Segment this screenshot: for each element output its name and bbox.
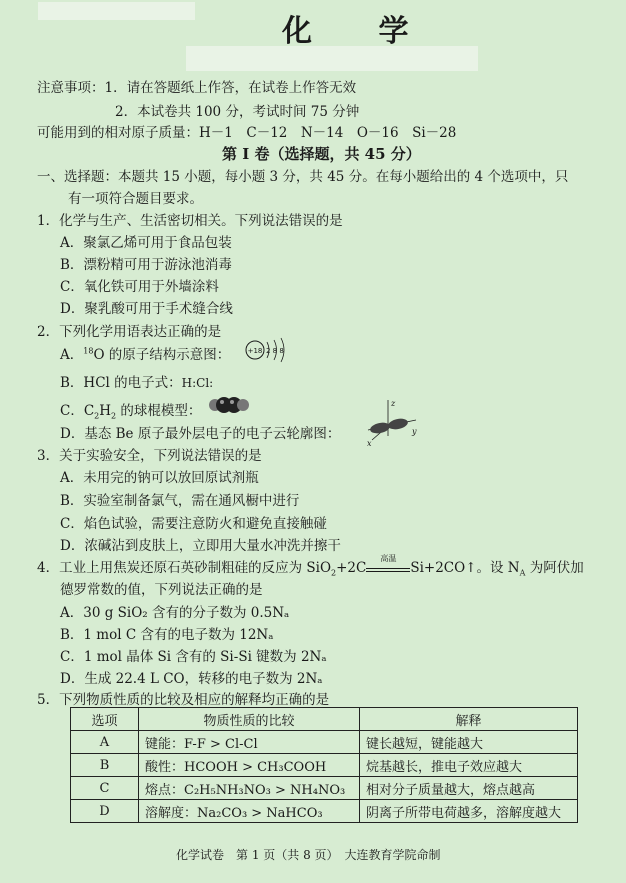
q2-c-post: 的球棍模型： [116, 403, 202, 419]
q4-option-d: D．生成 22.4 L CO，转移的电子数为 2Nₐ [60, 671, 323, 687]
table-cell: 酸性：HCOOH > CH₃COOH [139, 754, 360, 777]
table-row [71, 800, 578, 823]
q2-c-sub1: 2 [94, 411, 100, 421]
ball-stick-model-icon [205, 394, 251, 416]
table-header-explanation: 解释 [360, 708, 578, 731]
table-cell: 熔点：C₂H₅NH₃NO₃ > NH₄NO₃ [139, 777, 360, 800]
q4-option-a: A．30 g SiO₂ 含有的分子数为 0.5Nₐ [60, 605, 290, 621]
q2-option-c [60, 399, 201, 421]
note-1: 1．请在答题纸上作答，在试卷上作答无效 [104, 80, 357, 96]
notes-label [37, 76, 356, 96]
q1-option-d: D．聚乳酸可用于手术缝合线 [60, 301, 233, 317]
table-cell: 烷基越长，推电子效应越大 [360, 754, 578, 777]
q4-stem-pre: 4．工业上用焦炭还原石英砂制粗硅的反应为 SiO [37, 560, 332, 576]
note-2: 2．本试卷共 100 分，考试时间 75 分钟 [115, 104, 360, 120]
q3-option-d: D．浓碱沾到皮肤上，立即用大量水冲洗并擦干 [60, 538, 341, 554]
q2-option-d: D．基态 Be 原子最外层电子的电子云轮廓图： [60, 426, 341, 442]
table-row [71, 754, 578, 777]
atom-nucleus-label: +18 [247, 347, 263, 355]
part1-instruction-line2: 有一项符合题目要求。 [68, 191, 203, 207]
part1-heading: 第 I 卷（选择题，共 45 分） [222, 145, 421, 163]
q4-stem-mid: +2C [336, 560, 367, 576]
axis-y-label: y [412, 427, 417, 436]
q3-option-a: A．未用完的钠可以放回原试剂瓶 [60, 470, 259, 486]
q2-b-text: B．HCl 的电子式： [60, 375, 182, 391]
q2-a-text: O 的原子结构示意图： [93, 347, 231, 363]
atom-diagram-icon [244, 338, 292, 362]
q1-stem: 1．化学与生产、生活密切相关。下列说法错误的是 [37, 213, 343, 229]
table-cell: 相对分子质量越大，熔点越高 [360, 777, 578, 800]
q2-a-superscript: 18 [83, 346, 94, 356]
q4-option-b: B．1 mol C 含有的电子数为 12Nₐ [60, 627, 274, 643]
axis-x-label: x [367, 439, 372, 448]
q2-c-sub2: 2 [111, 411, 117, 421]
axis-z-label: z [391, 399, 396, 408]
notes-label-text: 注意事项： [37, 80, 105, 96]
q2-stem: 2．下列化学用语表达正确的是 [37, 324, 222, 340]
atomic-mass: 可能用到的相对原子质量：H－1 C－12 N－14 O－16 Si－28 [37, 125, 457, 141]
table-header-row [71, 708, 578, 731]
table-cell: 阴离子所带电荷越多，溶解度越大 [360, 800, 578, 823]
equals-double-line [366, 568, 410, 572]
hcl-electron-formula: H:Cl: [181, 376, 214, 390]
q5-stem: 5．下列物质性质的比较及相应的解释均正确的是 [37, 692, 330, 708]
atom-shells-label: 2 8 8 [266, 347, 284, 355]
q1-option-b: B．漂粉精可用于游泳池消毒 [60, 257, 232, 273]
page-title: 化 学 [282, 14, 437, 49]
q2-a-label: A． [60, 347, 84, 363]
q3-option-c: C．焰色试验，需要注意防火和避免直接触碰 [60, 516, 327, 532]
q4-stem-line1 [37, 553, 584, 578]
q4-na-sub: A [519, 568, 526, 578]
q4-stem-post: Si+2CO↑。设 N [410, 560, 520, 576]
table-row [71, 731, 578, 754]
electron-cloud-icon [362, 398, 422, 448]
table-cell: 键能：F-F > Cl-Cl [139, 731, 360, 754]
table-cell: A [71, 731, 139, 754]
table-cell: 键长越短，键能越大 [360, 731, 578, 754]
q3-stem: 3．关于实验安全，下列说法错误的是 [37, 448, 262, 464]
table-cell: B [71, 754, 139, 777]
q4-stem-end: 为阿伏加 [525, 560, 584, 576]
q2-option-a [60, 343, 230, 363]
q2-c-mid: H [99, 403, 112, 419]
q4-stem-line2: 德罗常数的值，下列说法正确的是 [60, 582, 263, 598]
top-left-blank [38, 2, 195, 20]
q5-table [70, 707, 578, 823]
table-cell: 溶解度：Na₂CO₃ > NaHCO₃ [139, 800, 360, 823]
part1-instruction-line1: 一、选择题：本题共 15 小题，每小题 3 分，共 45 分。在每小题给出的 4 个选项中，只 [37, 169, 569, 185]
q4-option-c: C．1 mol 晶体 Si 含有的 Si-Si 键数为 2Nₐ [60, 649, 327, 665]
reaction-arrow [366, 553, 410, 572]
page-footer: 化学试卷 第 1 页（共 8 页） 大连教育学院命制 [176, 848, 441, 862]
q2-option-b [60, 371, 213, 391]
q3-option-b: B．实验室制备氯气，需在通风橱中进行 [60, 493, 300, 509]
table-header-comparison: 物质性质的比较 [139, 708, 360, 731]
table-header-option: 选项 [71, 708, 139, 731]
q1-option-a: A．聚氯乙烯可用于食品包装 [60, 235, 232, 251]
reaction-condition: 高温 [380, 553, 397, 563]
q1-option-c: C．氧化铁可用于外墙涂料 [60, 279, 219, 295]
table-cell: D [71, 800, 139, 823]
q4-stem-sub: 2 [331, 568, 337, 578]
q2-c-pre: C．C [60, 403, 95, 419]
table-cell: C [71, 777, 139, 800]
table-row [71, 777, 578, 800]
